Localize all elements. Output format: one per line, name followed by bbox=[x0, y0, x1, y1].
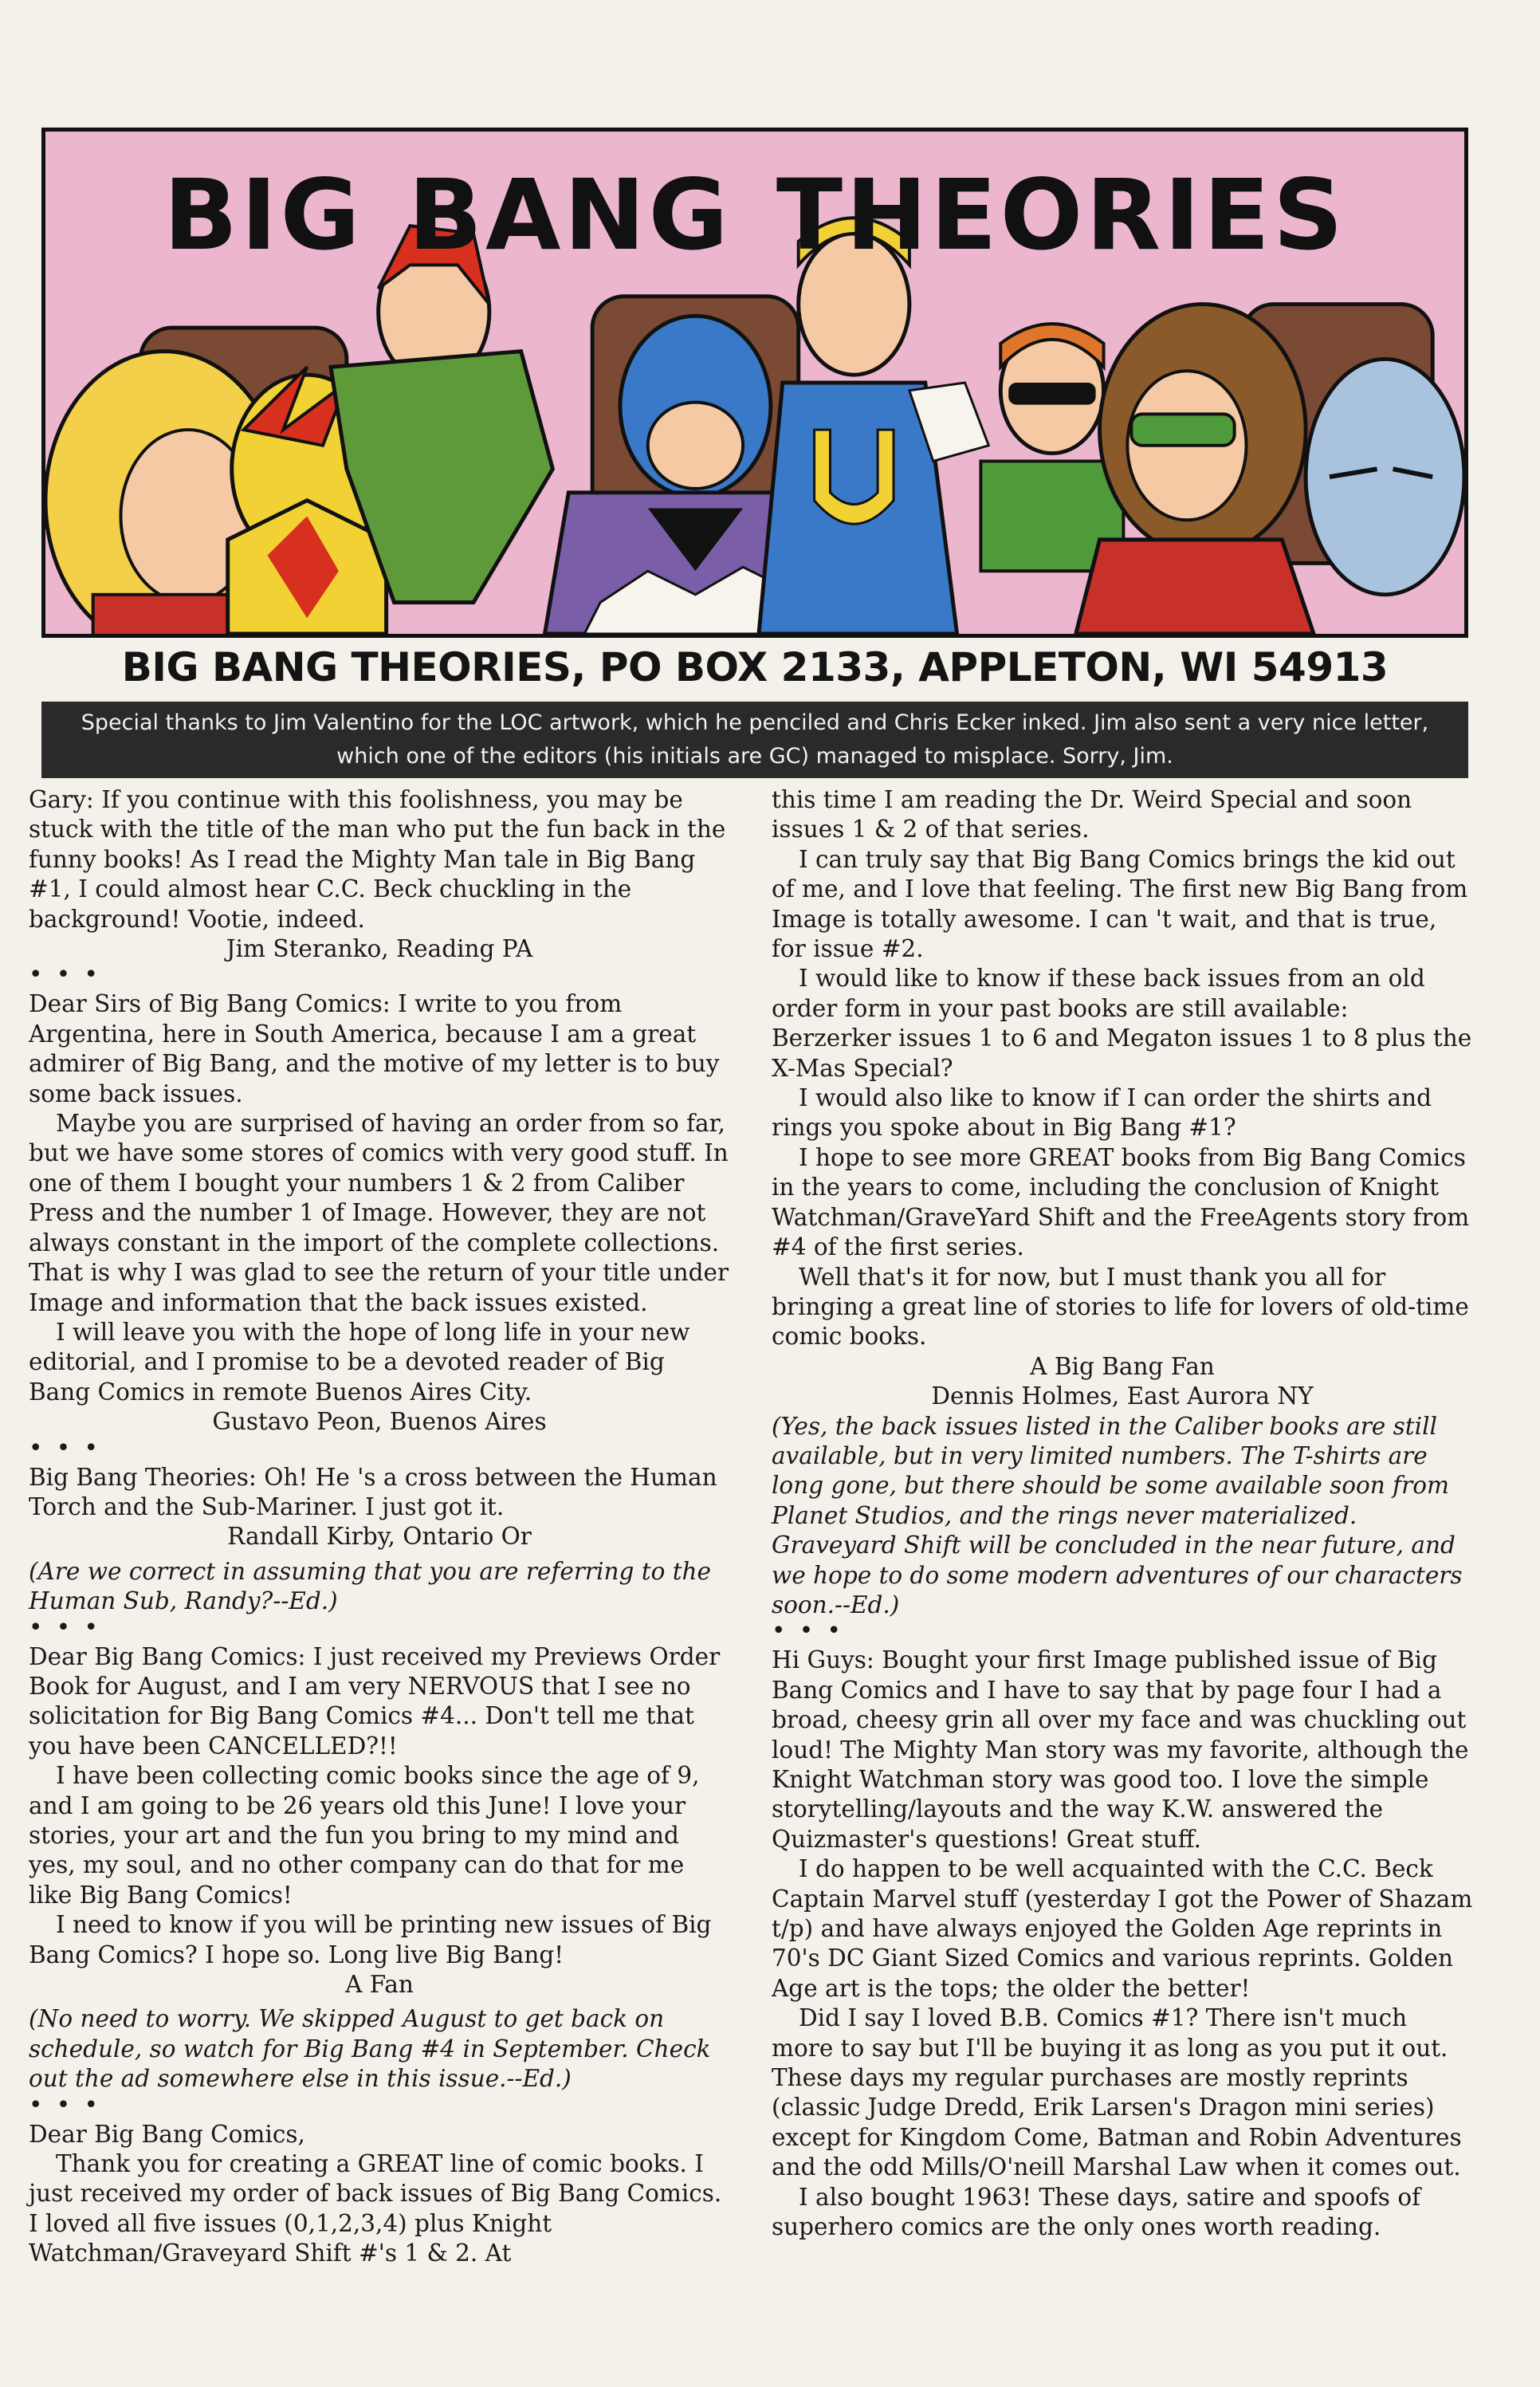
letter-paragraph: I do happen to be well acquainted with the C.C. Beck Captain Marvel stuff (yesterday I got the Power of Shazam t/p) and have always enjoyed the Golden Age reprints in 70's DC Giant Sized Comics and various reprints. Golden Age art is the tops; the older the better! bbox=[772, 1855, 1473, 2002]
letter-paragraph: I can truly say that Big Bang Comics brings the kid out of me, and I love that feeling. The first new Big Bang from Image is totally awesome. I can 't wait, and that is true, for issue #2. bbox=[772, 845, 1468, 963]
letter-paragraph: Well that's it for now, but I must thank you all for bringing a great line of stories to life for lovers of old-time comic books. bbox=[772, 1263, 1469, 1351]
artwork-credit-box: Special thanks to Jim Valentino for the LOC artwork, which he penciled and Chris Ecker inked. Jim also sent a very nice letter, which one of the editors (his initials are GC) managed to misplace. Sorry, Jim. bbox=[41, 702, 1468, 778]
letter-paragraph: this time I am reading the Dr. Weird Special and soon issues 1 & 2 of that series. bbox=[772, 786, 1412, 844]
letter-paragraph: Did I say I loved B.B. Comics #1? There isn't much more to say but I'll be buying it as long as you put it out. These days my regular purchases are mostly reprints (classic Judge Dredd, Erik Larsen's Dragon mini series) except for Kingdom Come, Batman and Robin Adventures and the odd Mills/O'neill Marshal Law when it comes out. bbox=[772, 2004, 1462, 2181]
banner-illustration bbox=[41, 128, 1468, 638]
letter-paragraph: I hope to see more GREAT books from Big Bang Comics in the years to come, including the conclusion of Knight Watchman/GraveYard Shift and the FreeAgents story from #4 of the first series. bbox=[772, 1143, 1470, 1261]
letter-signature: A Fan bbox=[345, 1971, 414, 1999]
letter-paragraph: Big Bang Theories: Oh! He 's a cross between the Human Torch and the Sub-Mariner. I just got it. bbox=[29, 1463, 717, 1520]
letter-separator: • • • bbox=[772, 1617, 844, 1645]
editor-reply: (Are we correct in assuming that you are referring to the Human Sub, Randy?--Ed.) bbox=[29, 1557, 712, 1615]
letter-signature: Jim Steranko, Reading PA bbox=[226, 935, 533, 963]
letters-column-right bbox=[772, 785, 1473, 2243]
letter-paragraph: I will leave you with the hope of long life in your new editorial, and I promise to be a devoted reader of Big Bang Comics in remote Buenos Aires City. bbox=[29, 1318, 690, 1406]
letter-paragraph: Hi Guys: Bought your first Image published issue of Big Bang Comics and I have to say that by page four I had a broad, cheesy grin all over my face and was chuckling out loud! The Mighty Man story was my favorite, although the Knight Watchman story was good too. I love the simple storytelling/layouts and the way K.W. answered the Quizmaster's questions! Great stuff. bbox=[772, 1646, 1469, 1853]
letter-paragraph: I would like to know if these back issues from an old order form in your past books are still available: Berzerker issues 1 to 6 and Megaton issues 1 to 8 plus the X-Mas Special? bbox=[772, 965, 1472, 1082]
letter-paragraph: Dear Sirs of Big Bang Comics: I write to you from Argentina, here in South America, because I am a great admirer of Big Bang, and the motive of my letter is to buy some back issues. bbox=[29, 990, 720, 1107]
letter-paragraph: I need to know if you will be printing new issues of Big Bang Comics? I hope so. Long live Big Bang! bbox=[29, 1911, 712, 1968]
editor-reply: (No need to worry. We skipped August to get back on schedule, so watch for Big Bang #4 in September. Check out the ad somewhere else in this issue.--Ed.) bbox=[29, 2005, 711, 2093]
banner-title-word: BIG bbox=[163, 159, 363, 272]
letters-column-left bbox=[29, 785, 730, 2269]
letter-paragraph: Thank you for creating a GREAT line of comic books. I just received my order of back issues of Big Bang Comics. I loved all five issues (0,1,2,3,4) plus Knight Watchman/Graveyard Shift #'s 1 & 2. At bbox=[29, 2150, 722, 2267]
letter-paragraph: Dear Big Bang Comics, bbox=[29, 2120, 305, 2148]
letter-paragraph: Maybe you are surprised of having an order from so far, but we have some stores of comics with very good stuff. In one of them I bought your numbers 1 & 2 from Caliber Press and the number 1 of Image. However, they are not always constant in the import of the complete collections. That is why I was glad to see the return of your title under Image and information that the back issues existed. bbox=[29, 1110, 729, 1316]
mailing-address: BIG BANG THEORIES, PO BOX 2133, APPLETON, WI 54913 bbox=[121, 644, 1389, 690]
letter-paragraph: I have been collecting comic books since the age of 9, and I am going to be 26 years old this June! I love your stories, your art and the fun you bring to my mind and yes, my soul, and no other company can do that for me like Big Bang Comics! bbox=[29, 1762, 700, 1909]
letter-paragraph: Dear Big Bang Comics: I just received my Previews Order Book for August, and I am very NERVOUS that I see no solicitation for Big Bang Comics #4... Don't tell me that you have been CANCELLED?!! bbox=[29, 1642, 721, 1760]
editor-reply: (Yes, the back issues listed in the Caliber books are still available, but in very limited numbers. The T-shirts are long gone, but there should be some available soon from Planet Studios, and the rings never materialized. Graveyard Shift will be concluded in the near future, and we hope to do some modern adventures of our characters soon.--Ed.) bbox=[772, 1412, 1463, 1618]
letter-signature: Gustavo Peon, Buenos Aires bbox=[212, 1408, 547, 1436]
letter-separator: • • • bbox=[29, 2090, 101, 2118]
letter-paragraph: Gary: If you continue with this foolishness, you may be stuck with the title of the man who put the fun back in the funny books! As I read the Mighty Man tale in Big Bang #1, I could almost hear C.C. Beck chuckling in the background! Vootie, indeed. bbox=[29, 786, 726, 933]
letter-signature: Randall Kirby, Ontario Or bbox=[227, 1523, 532, 1551]
letter-paragraph: I would also like to know if I can order the shirts and rings you spoke about in Big Bang #1? bbox=[772, 1084, 1432, 1142]
banner-title bbox=[45, 159, 1464, 272]
letter-paragraph: I also bought 1963! These days, satire and spoofs of superhero comics are the only ones worth reading. bbox=[772, 2183, 1420, 2241]
letter-signature: Dennis Holmes, East Aurora NY bbox=[931, 1382, 1314, 1410]
letter-separator: • • • bbox=[29, 1613, 101, 1641]
letter-separator: • • • bbox=[29, 961, 101, 989]
letter-separator: • • • bbox=[29, 1433, 101, 1461]
letter-signature: A Big Bang Fan bbox=[1030, 1352, 1215, 1380]
banner-title-word: THEORIES bbox=[776, 159, 1346, 272]
banner-title-word: BANG bbox=[407, 159, 732, 272]
